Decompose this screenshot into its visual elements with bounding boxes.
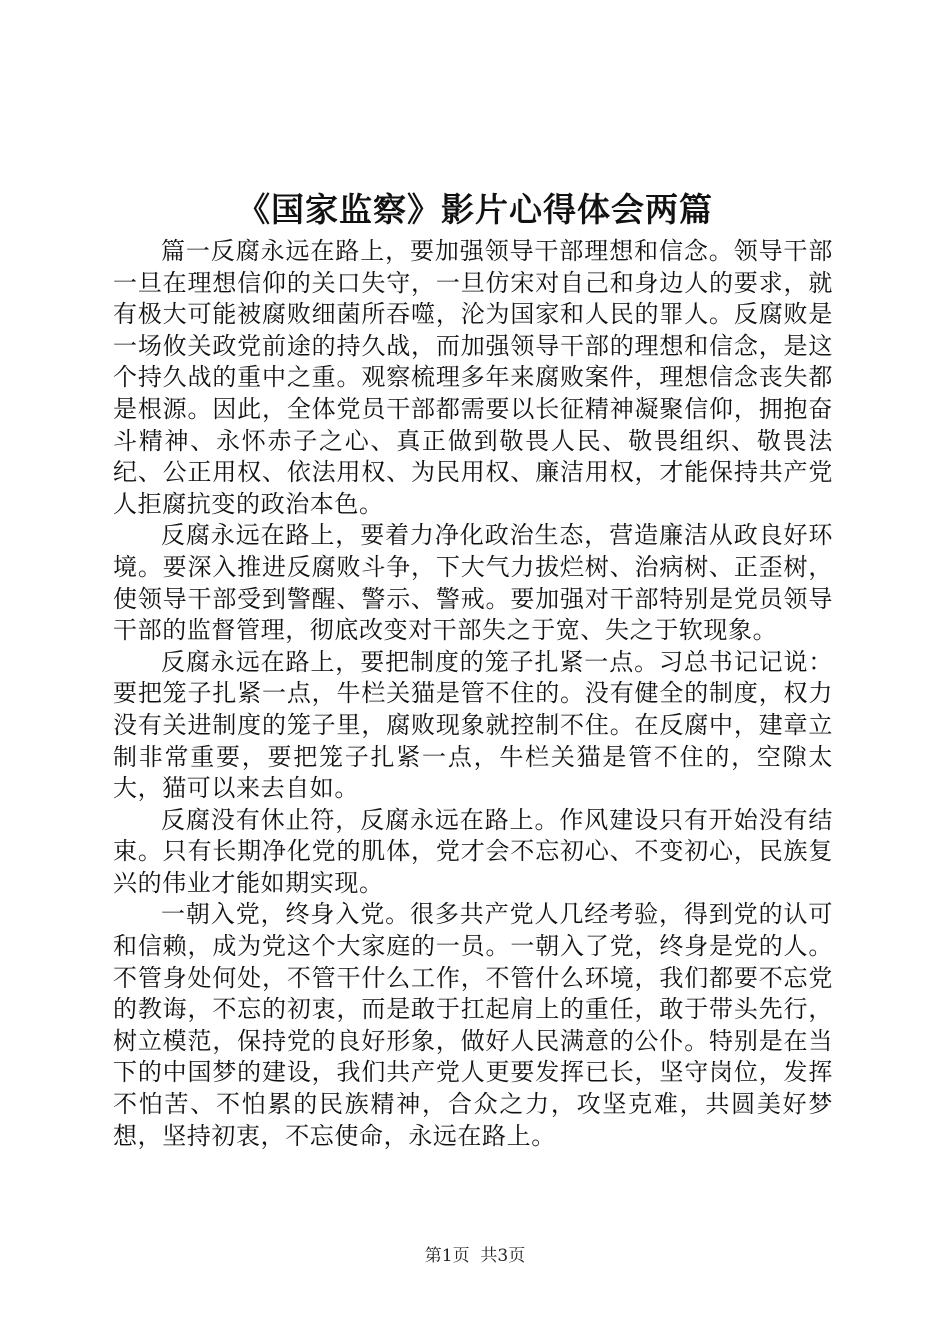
page-number-label: 第1页 共3页 [424,1246,526,1266]
paragraph-3: 反腐永远在路上，要把制度的笼子扎紧一点。习总书记记说：要把笼子扎紧一点，牛栏关猫是管不住的。没有健全的制度，权力没有关进制度的笼子里，腐败现象就控制不住。在反腐中，建章立制非常重要，要把笼子扎紧一点，牛栏关猫是管不住的，空隙太大，猫可以来去自如。 [113,647,833,803]
page-footer [0,1244,950,1268]
paragraph-2: 反腐永远在路上，要着力净化政治生态，营造廉洁从政良好环境。要深入推进反腐败斗争，下大气力拔烂树、治病树、正歪树，使领导干部受到警醒、警示、警戒。要加强对干部特别是党员领导干部的监督管理，彻底改变对干部失之于宽、失之于软现象。 [113,521,833,645]
paragraph-4: 反腐没有休止符，反腐永远在路上。作风建设只有开始没有结束。只有长期净化党的肌体，党才会不忘初心、不变初心，民族复兴的伟业才能如期实现。 [113,805,833,897]
document-title: 《国家监察》影片心得体会两篇 [237,190,713,229]
paragraph-5: 一朝入党，终身入党。很多共产党人几经考验，得到党的认可和信赖，成为党这个大家庭的一员。一朝入了党，终身是党的人。不管身处何处，不管干什么工作，不管什么环境，我们都要不忘党的教诲，不忘的初衷，而是敢于扛起肩上的重任，敢于带头先行，树立模范，保持党的良好形象，做好人民满意的公仆。特别是在当下的中国梦的建设，我们共产党人更要发挥已长，坚守岗位，发挥不怕苦、不怕累的民族精神，合众之力，攻坚克难，共圆美好梦想，坚持初衷，不忘使命，永远在路上。 [113,900,833,1150]
document-body [113,236,833,1152]
paragraph-1: 篇一反腐永远在路上，要加强领导干部理想和信念。领导干部一旦在理想信仰的关口失守，一旦仿宋对自己和身边人的要求，就有极大可能被腐败细菌所吞噬，沦为国家和人民的罪人。反腐败是一场攸关政党前途的持久战，而加强领导干部的理想和信念，是这个持久战的重中之重。观察梳理多年来腐败案件，理想信念丧失都是根源。因此，全体党员干部都需要以长征精神凝聚信仰，拥抱奋斗精神、永怀赤子之心、真正做到敬畏人民、敬畏组织、敬畏法纪、公正用权、依法用权、为民用权、廉洁用权，才能保持共产党人拒腐抗变的政治本色。 [113,237,833,518]
